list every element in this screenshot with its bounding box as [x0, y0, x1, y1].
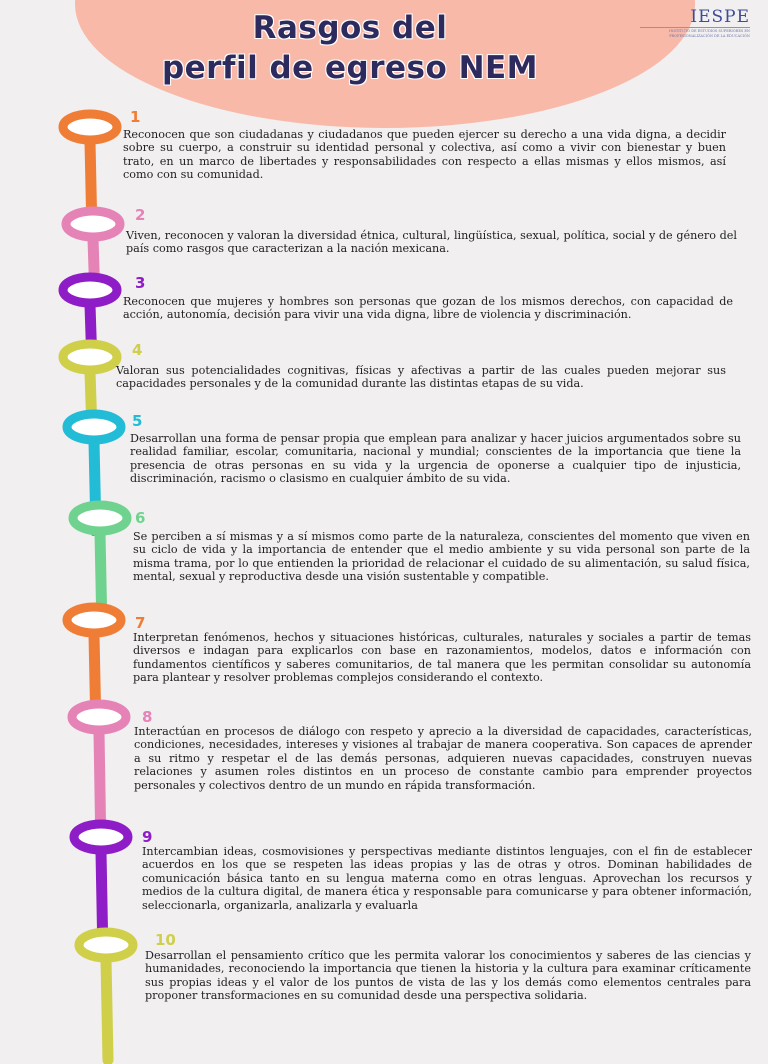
trait-number: 2: [135, 206, 146, 224]
page-title: [80, 8, 620, 88]
trait-description: Interactúan en procesos de diálogo con respeto y aprecio a la diversidad de capacidades, características, condiciones, necesidades, intereses y visiones al trabajar de manera cooperativa. Son capaces de aprender a su ritmo y respetar el de las demás personas, adquieren nuevas capacidades, construyen nuevas relaciones y asumen roles distintos en un proceso de constante cambio para emprender proyectos personales y colectivos dentro de un mundo en rápida transformación.: [134, 725, 752, 792]
trait-number: 4: [132, 341, 143, 359]
trait-description: Desarrollan una forma de pensar propia que emplean para analizar y hacer juicios argumentados sobre su realidad familiar, escolar, comunitaria, nacional y mundial; conscientes de la importancia que tiene la presencia de otras personas en su vida y la urgencia de oponerse a cualquier tipo de injusticia, discriminación, racismo o clasismo en cualquier ámbito de su vida.: [130, 432, 741, 486]
trait-description: Viven, reconocen y valoran la diversidad étnica, cultural, lingüística, sexual, política, social y de género del país como rasgos que caracterizan a la nación mexicana.: [126, 229, 737, 256]
trait-number: 1: [130, 108, 141, 126]
trait-description: Interpretan fenómenos, hechos y situaciones históricas, culturales, naturales y sociales a partir de temas diversos e indagan para explicarlos con base en razonamientos, modelos, datos e información con fundamentos científicos y saberes comunitarios, de tal manera que les permitan consolidar su autonomía para plantear y resolver problemas complejos considerando el contexto.: [133, 631, 751, 685]
pin-stem: [106, 960, 108, 1060]
trait-number: 7: [135, 614, 146, 632]
trait-number: 8: [142, 708, 153, 726]
trait-description: Reconocen que mujeres y hombres son personas que gozan de los mismos derechos, con capacidad de acción, autonomía, decisión para vivir una vida digna, libre de violencia y discriminación.: [123, 295, 733, 322]
trait-number: 5: [132, 412, 143, 430]
trait-description: Se perciben a sí mismas y a sí mismos como parte de la naturaleza, conscientes del momento que viven en su ciclo de vida y la importancia de entender que el medio ambiente y su vida personal son parte de la misma trama, por lo que entienden la prioridad de relacionar el cuidado de su alimentación, su salud física, mental, sexual y reproductiva desde una visión sustentable y compatible.: [133, 530, 750, 584]
pin-ring: [67, 607, 121, 633]
logo-divider: [640, 27, 750, 28]
pin-ring: [63, 114, 117, 140]
title-line-2: perfil de egreso NEM: [161, 50, 539, 86]
trait-description: Intercambian ideas, cosmovisiones y perspectivas mediante distintos lenguajes, con el fin de establecer acuerdos en los que se respeten las ideas propias y las de otras y otros. Dominan habilidades de comunicación básica tanto en su lengua materna como en otras lenguas. Aprovechan los recursos y medios de la cultura digital, de manera ética y responsable para comunicarse y para obtener información, seleccionarla, organizarla, analizarla y evaluarla: [142, 845, 752, 912]
trait-number: 3: [135, 274, 146, 292]
trait-number: 10: [155, 931, 176, 949]
iespe-logo: [640, 8, 750, 39]
pin-ring: [67, 414, 121, 440]
trait-description: Desarrollan el pensamiento crítico que les permita valorar los conocimientos y saberes de las ciencias y humanidades, reconociendo la importancia que tienen la historia y la cultura para examinar críticamente sus propias ideas y el valor de los puntos de vista de las y los demás como elementos centrales para proponer transformaciones en su comunidad desde una perspectiva solidaria.: [145, 949, 751, 1003]
pin-ring: [66, 211, 120, 237]
pin-ring: [63, 277, 117, 303]
trait-description: Reconocen que son ciudadanas y ciudadanos que pueden ejercer su derecho a una vida digna, a decidir sobre su cuerpo, a construir su identidad personal y colectiva, así como a vivir con bienestar y buen trato, en un marco de libertades y responsabilidades con respecto a ellas mismas y ellos mismos, así como con su comunidad.: [123, 128, 726, 182]
trait-number: 6: [135, 509, 146, 527]
title-line-1: Rasgos del: [252, 10, 448, 46]
logo-subtitle: INSTITUTO DE ESTUDIOS SUPERIORES EN PROFESIONALIZACIÓN DE LA EDUCACIÓN: [669, 29, 750, 38]
pin-ring: [63, 344, 117, 370]
pin-ring: [79, 932, 133, 958]
trait-description: Valoran sus potencialidades cognitivas, físicas y afectivas a partir de las cuales pueden mejorar sus capacidades personales y de la comunidad durante las distintas etapas de su vida.: [116, 364, 726, 391]
logo-name: IESPE: [690, 7, 750, 27]
pin-ring: [74, 824, 128, 850]
trait-number: 9: [142, 828, 153, 846]
pin-ring: [72, 704, 126, 730]
timeline-pin-icon: [73, 926, 139, 1064]
pin-ring: [73, 505, 127, 531]
